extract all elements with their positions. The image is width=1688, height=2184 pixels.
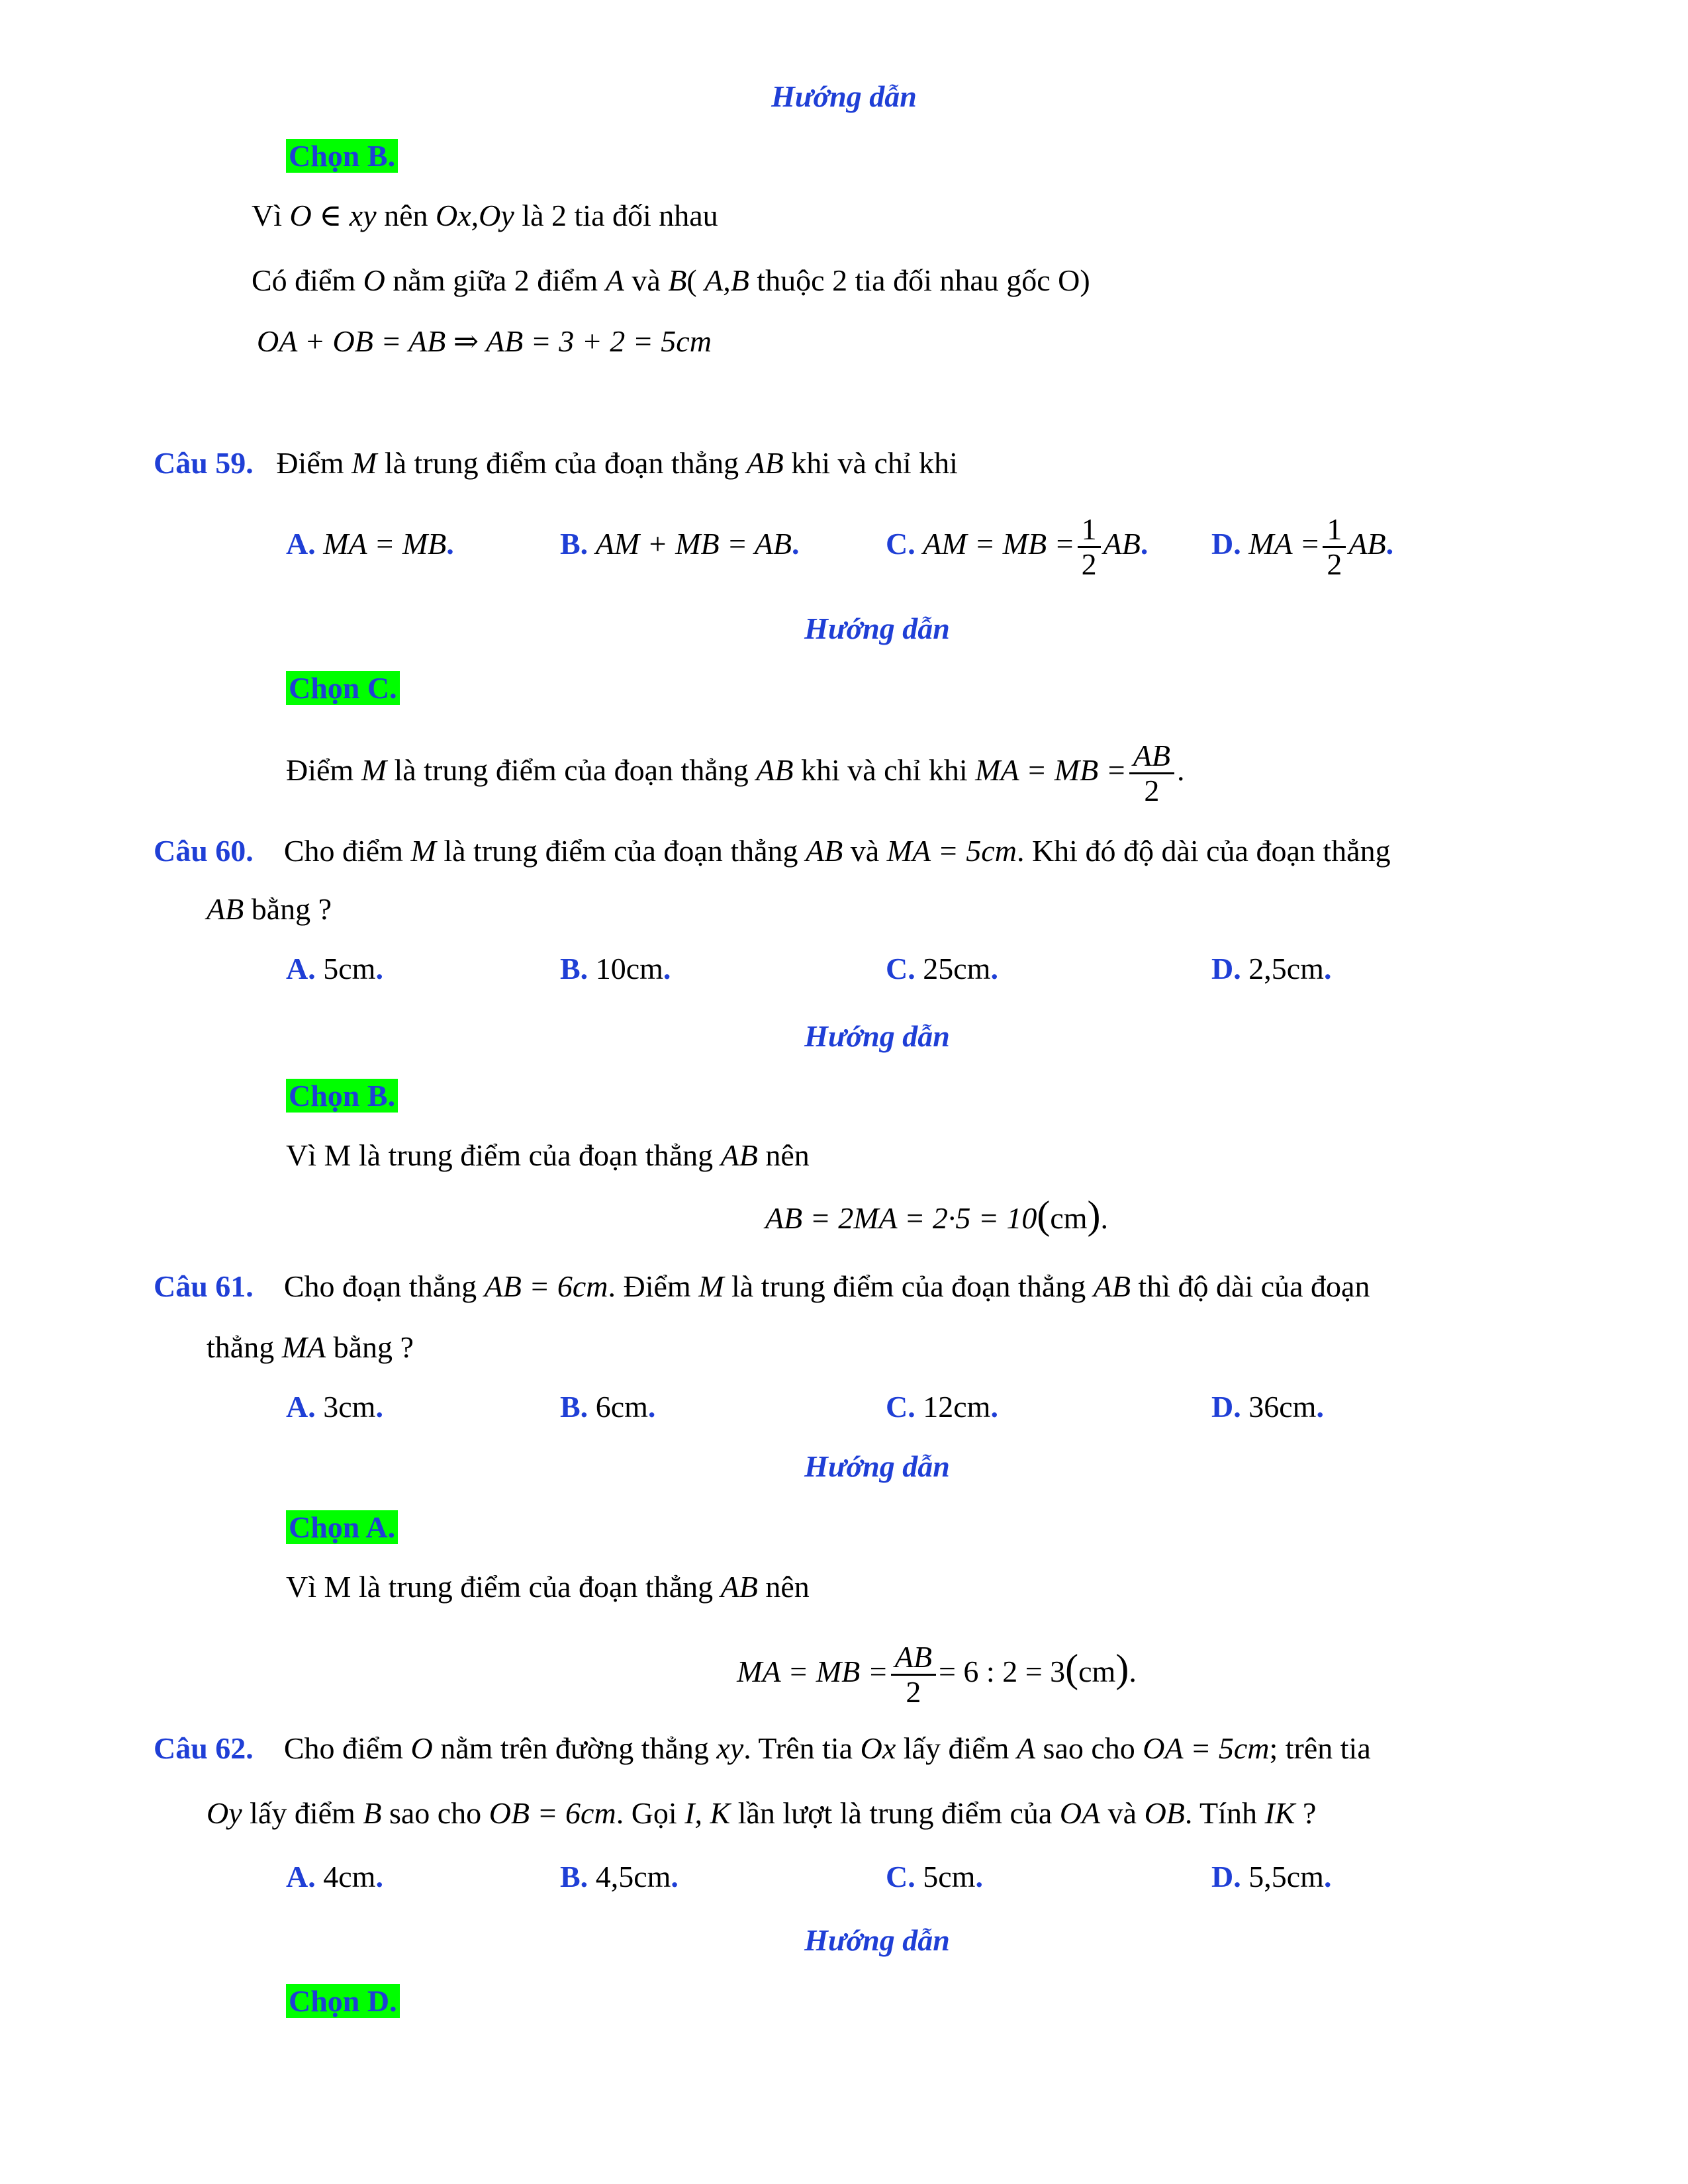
question-62-cont [207,1795,1316,1832]
text: nằm trên đường thẳng [432,1731,717,1765]
math-var: B [363,1796,382,1830]
question-label: Câu 60. [154,834,254,868]
option-a[interactable]: A. 4cm. [286,1860,383,1893]
text: . [1176,753,1185,787]
text: và [624,263,669,297]
option-label: A. [286,1860,316,1893]
huong-dan-heading: Hướng dẫn [804,1019,950,1053]
option-label: A. [286,1390,316,1424]
fraction: $\frac{1}{2}$ [1323,513,1346,581]
option-value: 4cm [323,1860,376,1893]
question-59 [154,445,958,482]
option-value: MA = MB [323,527,447,561]
math-var: Oy [207,1796,242,1830]
text: là trung điểm của đoạn thẳng [724,1269,1094,1303]
math-expr: AB = 2MA = 2·5 = 10 [765,1201,1037,1235]
option-value: AB [1348,527,1386,561]
math-expr: O ∈ xy [289,199,377,232]
math-var: AB [756,753,794,787]
text: và [1100,1796,1145,1830]
math-var: AB [207,892,244,926]
text: Cho điểm [283,1731,411,1765]
solution-equation [257,323,712,360]
answer-highlight: Chọn A. [286,1510,398,1544]
option-value: 10cm [595,952,663,985]
question-61 [154,1268,1370,1305]
unit: cm [1050,1201,1088,1235]
answer-badge [286,670,400,707]
math-var: M [361,753,387,787]
fraction: $\frac{1}{2}$ [1078,513,1101,581]
option-label: B. [560,527,588,561]
math-var: O [410,1731,433,1765]
text: là trung điểm của đoạn thẳng [377,446,747,480]
option-a[interactable]: A. 5cm. [286,952,383,985]
option-c[interactable]: C. 5cm. [886,1860,983,1893]
math-var: B [668,263,687,297]
option-value: MA = [1248,527,1321,561]
math-var: AB [806,834,843,868]
option-label: D. [1211,952,1241,985]
math-var: M [698,1269,724,1303]
option-b[interactable]: B. AM + MB = AB. [560,527,800,561]
option-label: D. [1211,1860,1241,1893]
text: sao cho [381,1796,489,1830]
math-var: xy [716,1731,744,1765]
text: thì độ dài của đoạn [1130,1269,1370,1303]
math-var: OA [1059,1796,1101,1830]
question-label: Câu 62. [154,1731,254,1765]
question-62 [154,1730,1371,1767]
huong-dan-heading: Hướng dẫn [804,1449,950,1483]
text: là trung điểm của đoạn thẳng [387,753,757,787]
text: thuộc 2 tia đối nhau gốc O) [749,263,1090,297]
unit: cm [1078,1655,1116,1688]
math-expr: OB = 6cm [489,1796,616,1830]
math-var: Ox [860,1731,896,1765]
math-expr: = 6 : 2 = 3 [938,1655,1066,1688]
huong-dan-heading: Hướng dẫn [771,79,917,113]
text: . [1100,1201,1109,1235]
solution-equation: MA = MB = $\frac{AB}{2}$ = 6 : 2 = 3(cm). [737,1639,1137,1709]
option-value: AM + MB = AB [595,527,792,561]
math-var: M [410,834,436,868]
option-c[interactable]: C. 25cm. [886,952,998,985]
question-60-cont [207,891,332,928]
option-label: B. [560,1860,588,1893]
option-label: B. [560,952,588,985]
option-label: B. [560,1390,588,1424]
option-d[interactable]: D. 36cm. [1211,1390,1324,1424]
text: và [843,834,887,868]
option-b[interactable]: B. 10cm. [560,952,671,985]
text: nên [384,199,436,232]
option-value: 3cm [323,1390,376,1424]
answer-badge [286,1983,400,2020]
text: thẳng [207,1330,282,1364]
text: . Trên tia [743,1731,861,1765]
solution-line [252,197,718,234]
text: ? [1295,1796,1317,1830]
text: Có điểm [252,263,363,297]
math-var: I, K [684,1796,731,1830]
text: ( [686,263,705,297]
option-label: C. [886,952,915,985]
math-var: AB [746,446,784,480]
text: nên [757,1570,810,1604]
solution-line [286,736,1184,807]
option-b[interactable]: B. 6cm. [560,1390,656,1424]
fraction: $\frac{AB}{2}$ [1129,739,1174,807]
math-expr: OA + OB = AB ⇒ AB = 3 + 2 = 5cm [257,324,712,358]
text: lần lượt là trung điểm của [730,1796,1060,1830]
option-b[interactable]: B. 4,5cm. [560,1860,679,1893]
option-label: A. [286,527,316,561]
math-var: A,B [704,263,749,297]
math-var: A [1016,1731,1036,1765]
math-expr: MA = MB = [975,753,1127,787]
option-value: 4,5cm [595,1860,671,1893]
option-value: 6cm [595,1390,648,1424]
text: Vì M là trung điểm của đoạn thẳng [286,1570,721,1604]
solution-line [252,262,1090,299]
math-var: A [605,263,624,297]
solution-line [286,1137,810,1174]
question-61-cont [207,1329,414,1366]
math-var: AB [720,1570,758,1604]
text: sao cho [1035,1731,1143,1765]
text: Cho đoạn thẳng [283,1269,485,1303]
answer-badge [286,138,398,175]
option-a[interactable]: A. 3cm. [286,1390,383,1424]
answer-badge [286,1509,398,1546]
solution-line [286,1569,810,1606]
option-c[interactable]: C. AM = MB = $\frac{1}{2}$ AB. [886,512,1149,581]
option-d[interactable]: D. 5,5cm. [1211,1860,1332,1893]
fraction: $\frac{AB}{2}$ [891,1641,936,1709]
option-c[interactable]: C. 12cm. [886,1390,998,1424]
option-label: C. [886,1390,915,1424]
text: Vì M là trung điểm của đoạn thẳng [286,1138,721,1172]
option-label: D. [1211,527,1241,561]
solution-equation: AB = 2MA = 2·5 = 10(cm). [765,1193,1109,1237]
text: Điểm [276,446,352,480]
option-value: 5cm [323,952,376,985]
option-d[interactable]: D. 2,5cm. [1211,952,1332,985]
option-label: C. [886,527,915,561]
huong-dan-heading: Hướng dẫn [804,1923,950,1957]
answer-badge [286,1077,398,1115]
text: . Tính [1184,1796,1265,1830]
answer-highlight: Chọn B. [286,139,398,173]
math-var: M [352,446,377,480]
text: . [1129,1655,1137,1688]
option-value: 25cm [923,952,991,985]
answer-highlight: Chọn B. [286,1079,398,1113]
math-var: AB [1093,1269,1131,1303]
text: nằm giữa 2 điểm [385,263,606,297]
option-value: 5,5cm [1248,1860,1324,1893]
option-value: 12cm [923,1390,991,1424]
math-expr: Ox,Oy [436,199,514,232]
math-expr: AB = 6cm [484,1269,608,1303]
text: bằng ? [244,892,332,926]
text: là trung điểm của đoạn thẳng [436,834,806,868]
huong-dan-heading: Hướng dẫn [804,612,950,645]
text: khi và chỉ khi [793,753,976,787]
question-label: Câu 61. [154,1269,254,1303]
text: lấy điểm [896,1731,1017,1765]
option-value: AB [1103,527,1141,561]
option-value: AM = MB = [923,527,1075,561]
option-label: D. [1211,1390,1241,1424]
text: Cho điểm [283,834,411,868]
option-a[interactable]: A. MA = MB. [286,527,454,561]
option-d[interactable]: D. MA = $\frac{1}{2}$ AB. [1211,512,1394,581]
math-expr: MA = MB = [737,1655,888,1688]
math-expr: MA = 5cm [886,834,1017,868]
option-value: 2,5cm [1248,952,1324,985]
text: bằng ? [326,1330,414,1364]
text: Điểm [286,753,361,787]
math-expr: OA = 5cm [1143,1731,1270,1765]
answer-highlight: Chọn D. [286,1984,400,2018]
text: khi và chỉ khi [783,446,958,480]
question-60 [154,833,1391,870]
option-value: 5cm [923,1860,976,1893]
text: . Khi đó độ dài của đoạn thẳng [1016,834,1391,868]
text: nên [757,1138,810,1172]
question-label: Câu 59. [154,446,254,480]
text: Vì [252,199,290,232]
option-value: 36cm [1248,1390,1317,1424]
text: ; trên tia [1269,1731,1371,1765]
option-label: C. [886,1860,915,1893]
text: . Điểm [608,1269,699,1303]
math-var: OB [1144,1796,1185,1830]
math-var: IK [1264,1796,1295,1830]
math-var: O [363,263,385,297]
option-label: A. [286,952,316,985]
math-var: AB [720,1138,758,1172]
text: . Gọi [616,1796,685,1830]
text: lấy điểm [242,1796,363,1830]
math-var: MA [281,1330,326,1364]
text: là 2 tia đối nhau [514,199,718,232]
answer-highlight: Chọn C. [286,671,400,705]
